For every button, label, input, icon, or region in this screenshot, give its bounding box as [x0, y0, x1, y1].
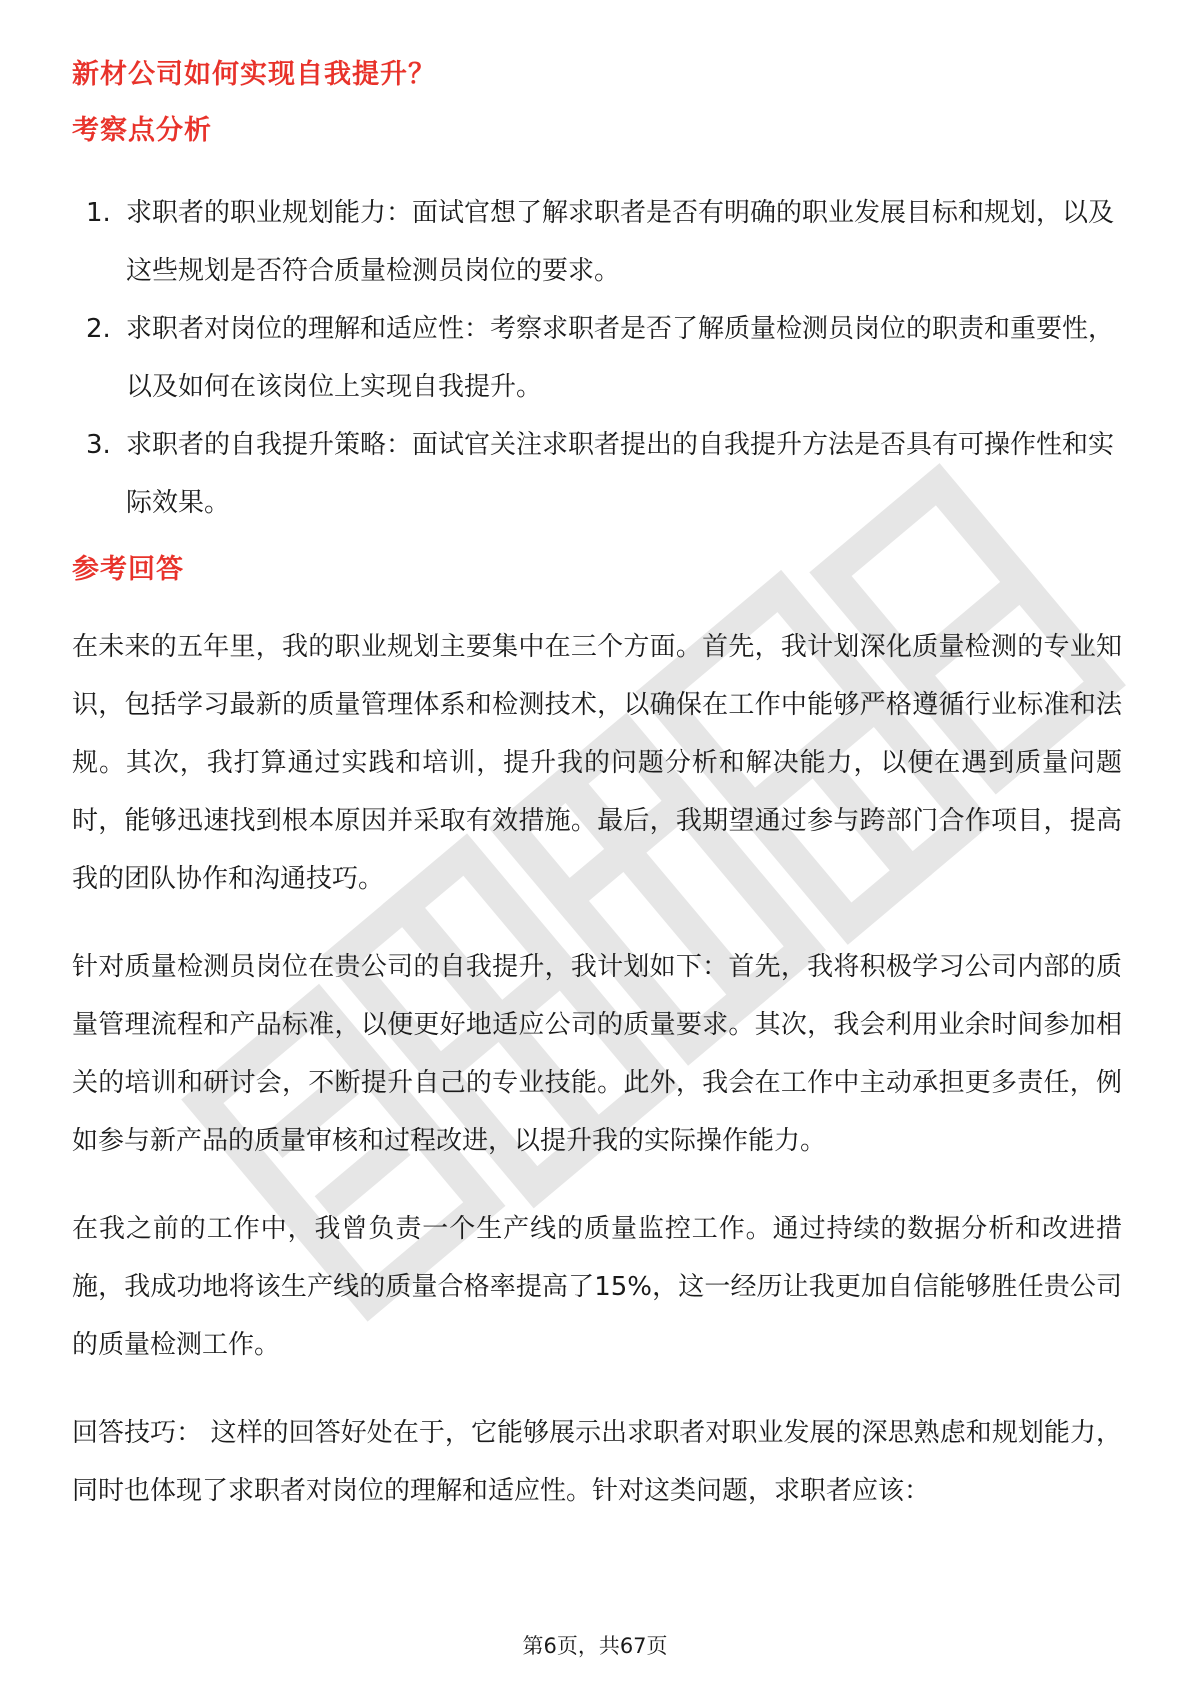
analysis-point-number: 2. [86, 314, 111, 344]
analysis-point-list [72, 184, 1122, 532]
analysis-point-number: 1. [86, 198, 111, 228]
analysis-point-number: 3. [86, 430, 111, 460]
analysis-point-text: 求职者的自我提升策略：面试官关注求职者提出的自我提升方法是否具有可操作性和实际效果。 [126, 430, 1115, 518]
answer-tips-paragraph: 回答技巧： 这样的回答好处在于，它能够展示出求职者对职业发展的深思熟虑和规划能力，同时也体现了求职者对岗位的理解和适应性。针对这类问题，求职者应该： [72, 1418, 1122, 1506]
analysis-point [72, 300, 1122, 416]
page-footer: 第6页，共67页 [522, 1634, 668, 1658]
answer-body [72, 618, 1122, 1550]
analysis-point-text: 求职者的职业规划能力：面试官想了解求职者是否有明确的职业发展目标和规划，以及这些规划是否符合质量检测员岗位的要求。 [126, 198, 1115, 286]
analysis-heading: 考察点分析 [72, 115, 212, 146]
answer-paragraph: 针对质量检测员岗位在贵公司的自我提升，我计划如下：首先，我将积极学习公司内部的质量管理流程和产品标准，以便更好地适应公司的质量要求。其次，我会利用业余时间参加相关的培训和研讨会，不断提升自己的专业技能。此外，我会在工作中主动承担更多责任，例如参与新产品的质量审核和过程改进，以提升我的实际操作能力。 [72, 952, 1122, 1156]
page-title: 新材公司如何实现自我提升？ [72, 59, 436, 90]
answer-paragraph: 在未来的五年里，我的职业规划主要集中在三个方面。首先，我计划深化质量检测的专业知识，包括学习最新的质量管理体系和检测技术，以确保在工作中能够严格遵循行业标准和法规。其次，我打算通过实践和培训，提升我的问题分析和解决能力，以便在遇到质量问题时，能够迅速找到根本原因并采取有效措施。最后，我期望通过参与跨部门合作项目，提高我的团队协作和沟通技巧。 [72, 632, 1122, 894]
answer-paragraph: 在我之前的工作中，我曾负责一个生产线的质量监控工作。通过持续的数据分析和改进措施，我成功地将该生产线的质量合格率提高了15%，这一经历让我更加自信能够胜任贵公司的质量检测工作。 [72, 1214, 1122, 1360]
analysis-point [72, 184, 1122, 300]
analysis-point [72, 416, 1122, 532]
analysis-point-text: 求职者对岗位的理解和适应性：考察求职者是否了解质量检测员岗位的职责和重要性，以及如何在该岗位上实现自我提升。 [126, 314, 1115, 402]
answer-heading: 参考回答 [72, 554, 184, 585]
